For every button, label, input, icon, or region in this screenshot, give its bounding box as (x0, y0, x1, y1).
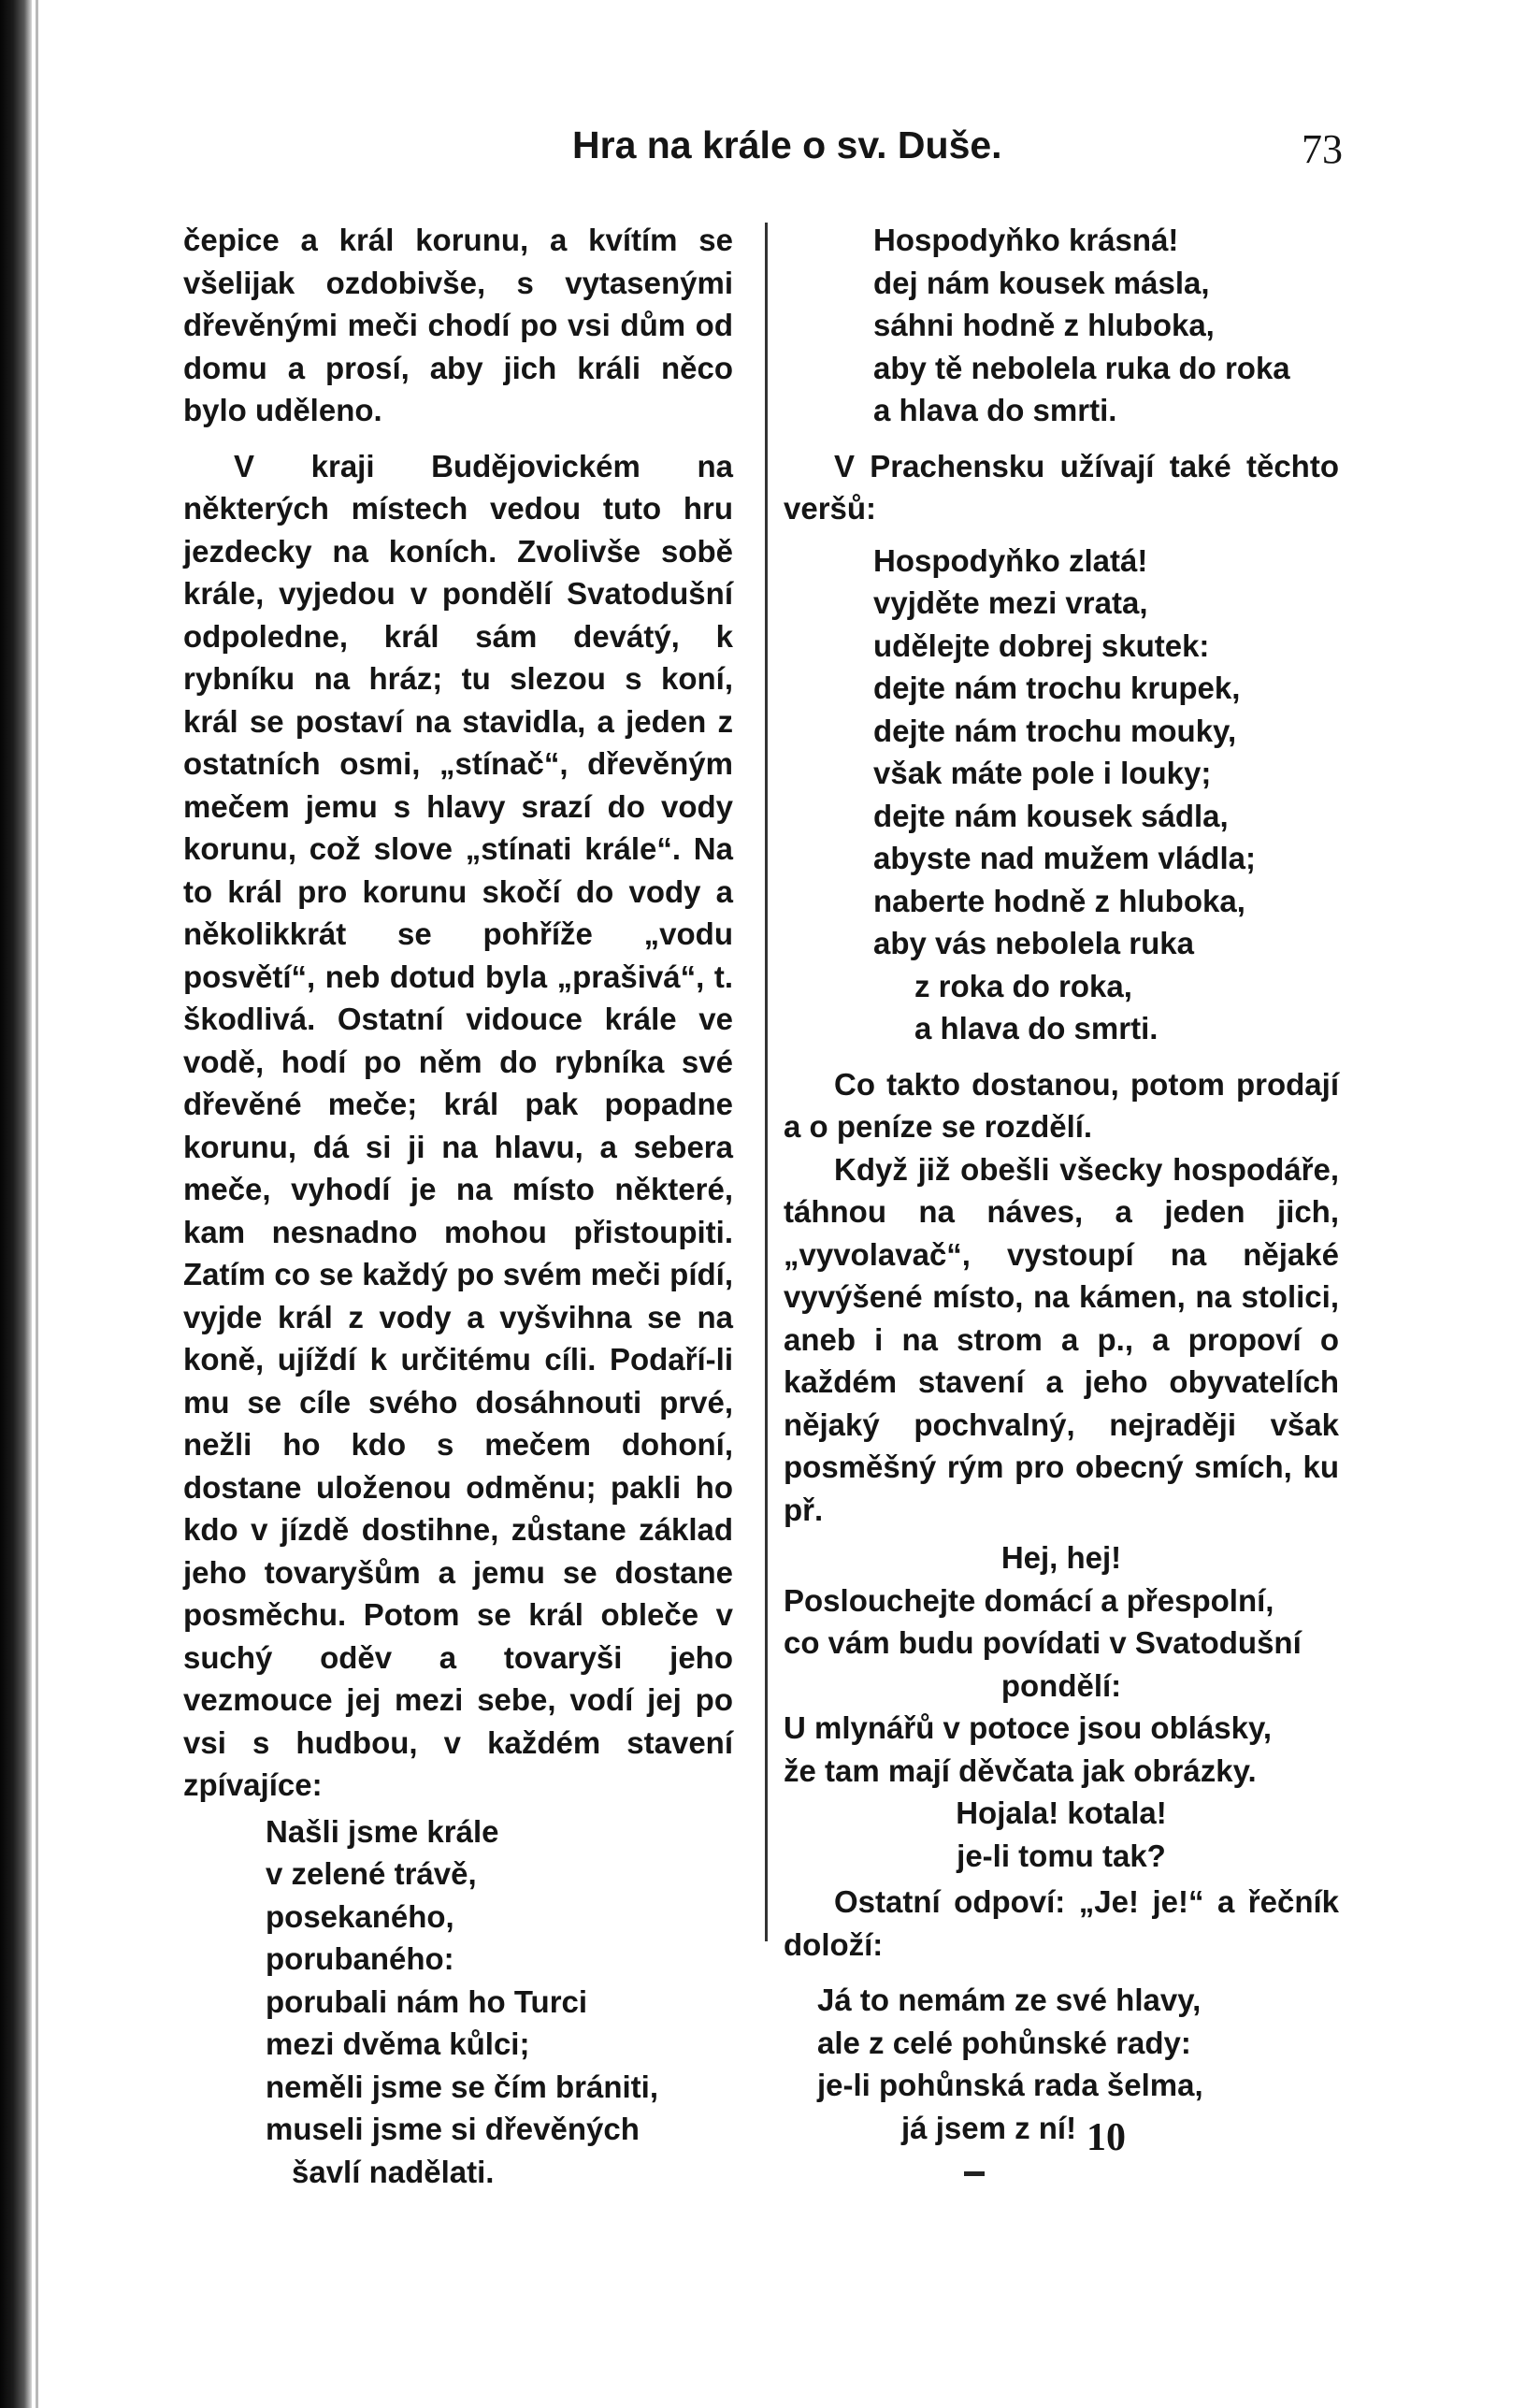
verse-line: však máte pole i louky; (873, 756, 1212, 790)
left-column (183, 219, 733, 2193)
verse-hospodynko-zlata (784, 540, 1339, 1050)
verse-line: že tam mají děvčata jak obrázky. (784, 1752, 1257, 1788)
verse-line: dejte nám trochu krupek, (873, 670, 1241, 705)
paragraph-penize: Co takto dostanou, potom prodají a o peníze se rozdělí. (784, 1066, 1339, 1144)
verse-line: šavlí nadělati. (292, 2154, 495, 2189)
column-divider (765, 223, 768, 1941)
verse-line: museli jsme si dřevěných (266, 2112, 640, 2146)
verse-line: ale z celé pohůnské rady: (817, 2025, 1191, 2060)
verse-line: Poslouchejte domácí a přespolní, (784, 1582, 1274, 1618)
right-column (784, 219, 1339, 2149)
verse-line: je-li tomu tak? (957, 1838, 1166, 1873)
verse-line: posekaného, (266, 1898, 454, 1934)
verse-line: udělejte dobrej skutek: (873, 627, 1210, 663)
verse-line: abyste nad mužem vládla; (873, 841, 1256, 875)
verse-line: Já to nemám ze své hlavy, (817, 1983, 1202, 2017)
verse-line: co vám budu povídati v Svatodušní (784, 1625, 1302, 1660)
printer-signature-mark: 10 (1087, 2116, 1126, 2159)
paragraph-budejovicko: V kraji Budějovickém na některých místech vedou tuto hru jezdecky na koních. Zvolivše sobě krále, vyjedou v pondělí Svatodušní odpoledne, král sám devátý, k rybníku na hráz; tu slezou s koní, král se postaví na stavidla, a jeden z ostatních osmi, „stínač“, dřevěným mečem jemu s hlavy srazí do vody korunu, což slove „stínati krále“. Na to král pro korunu skočí do vody a několikkrát se pohříže „vodu posvětí“, neb dotud byla „prašivá“, t. škodlivá. Ostatní vidouce krále ve vodě, hodí po něm do rybníka své dřevěné meče; král pak popadne korunu, dá si ji na hlavu, a sebera meče, vyhodí je na místo některé, kam nesnadno mohou přistoupiti. Zatím co se každý po svém meči pídí, vyjde král z vody a vyšvihna se na koně, ujíždí k určitému cíli. Podaří-li mu se cíle svého dosáhnouti prvé, nežli ho kdo s mečem dohoní, dostane uloženou odměnu; pakli ho kdo v jízdě dostihne, zůstane základ jeho tovaryšům a jemu se dostane posměchu. Potom se král obleče v suchý oděv a tovaryši jeho vezmouce jej mezi sebe, vodí jej po vsi s hudbou, v každém stavení zpívajíce: (183, 448, 733, 1802)
paragraph-obesli: Když již obešli všecky hospodáře, táhnou na náves, a jeden jich, „vyvolavač“, vystoupí na nějaké vyvýšené místo, na kámen, na stolici, aneb i na strom a p., a propoví o každém stavení a jeho obyvatelích nějaký pochvalný, nejraději však posměšný rým pro obecný smích, ku př. (784, 1151, 1339, 1527)
verse-line: porubaného: (266, 1941, 454, 1976)
verse-hej-hej (784, 1536, 1339, 1877)
verse-line: neměli jsme se čím brániti, (266, 2069, 659, 2104)
running-header: Hra na krále o sv. Duše. (572, 123, 1002, 166)
verse-line: mezi dvěma kůlci; (266, 2026, 530, 2061)
verse-line: a hlava do smrti. (914, 1011, 1159, 1045)
verse-nasli-jsme-krale (183, 1810, 733, 2194)
verse-line: dejte nám trochu mouky, (873, 713, 1237, 748)
verse-line: z roka do roka, (914, 968, 1132, 1003)
verse-line: Hej, hej! (1000, 1540, 1122, 1575)
verse-line: dejte nám kousek sádla, (873, 798, 1229, 833)
verse-line: U mlynářů v potoce jsou oblásky, (784, 1710, 1273, 1745)
verse-line: vyjděte mezi vrata, (873, 585, 1148, 620)
footer-dash (964, 2171, 985, 2176)
verse-line: Hojala! kotala! (956, 1795, 1167, 1830)
book-spine-shadow (0, 0, 32, 2408)
verse-line: dej nám kousek másla, (873, 265, 1210, 300)
paragraph-ostatni: Ostatní odpoví: „Je! je!“ a řečník doloží: (784, 1884, 1339, 1962)
verse-line: sáhni hodně z hluboka, (873, 308, 1215, 342)
verse-line: Našli jsme krále (266, 1813, 499, 1849)
verse-line: Hospodyňko zlatá! (873, 542, 1148, 578)
verse-line: a hlava do smrti. (873, 393, 1117, 427)
page-number: 73 (1302, 126, 1343, 172)
verse-line: aby vás nebolela ruka (873, 926, 1195, 960)
verse-hospodynko-krasna (784, 219, 1339, 432)
verse-line: porubali nám ho Turci (266, 1983, 588, 2019)
verse-line: je-li pohůnská rada šelma, (817, 2068, 1203, 2102)
verse-line: naberte hodně z hluboka, (873, 883, 1245, 918)
verse-line: já jsem z ní! (901, 2110, 1077, 2145)
verse-line: aby tě nebolela ruka do roka (873, 350, 1290, 385)
verse-line: pondělí: (1000, 1667, 1122, 1703)
paragraph-prachensko: V Prachensku užívají také těchto veršů: (784, 448, 1339, 526)
verse-ja-to-nemam (784, 1979, 1339, 2149)
page-edge-line (36, 0, 38, 2408)
paragraph-continuation: čepice a král korunu, a kvítím se všelijak ozdobivše, s vytasenými dřevěnými meči chodí po vsi dům od domu a prosí, aby jich králi něco bylo uděleno. (183, 223, 733, 427)
verse-line: Hospodyňko krásná! (873, 223, 1179, 257)
verse-line: v zelené trávě, (266, 1856, 477, 1891)
